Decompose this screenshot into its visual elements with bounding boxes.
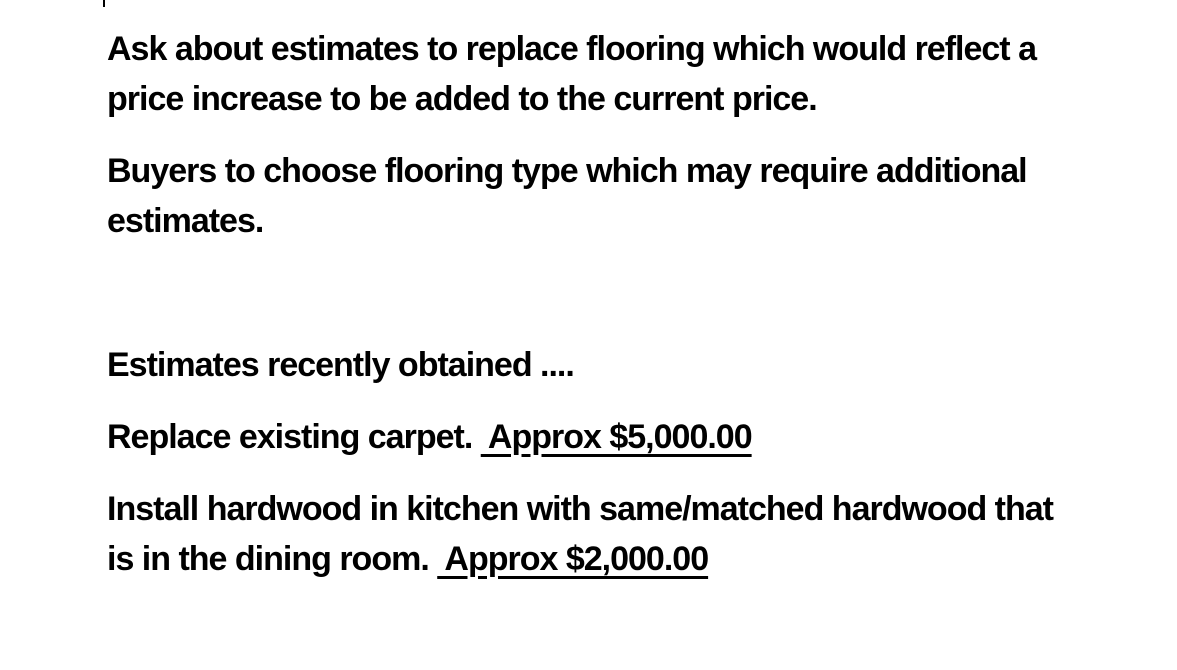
text-segment: Replace existing carpet. bbox=[107, 418, 481, 456]
text-line bbox=[107, 534, 1137, 584]
text-line bbox=[107, 412, 1137, 462]
text-line: price increase to be added to the current price. bbox=[107, 80, 817, 118]
document-page bbox=[107, 24, 1137, 606]
paragraph-buyers-choose-flooring bbox=[107, 146, 1137, 246]
text-line: estimates. bbox=[107, 202, 264, 240]
text-segment: is in the dining room. bbox=[107, 540, 438, 578]
underlined-price-2000: Approx $2,000.00 bbox=[437, 540, 709, 578]
stray-mark bbox=[103, 0, 105, 7]
paragraph-replace-carpet bbox=[107, 412, 1137, 462]
paragraph-ask-about-estimates bbox=[107, 24, 1137, 124]
blank-line bbox=[107, 268, 1137, 340]
paragraph-estimates-obtained bbox=[107, 340, 1137, 390]
text-line: Install hardwood in kitchen with same/matched hardwood that bbox=[107, 490, 1054, 528]
text-line: Buyers to choose flooring type which may require additional bbox=[107, 152, 1027, 190]
text-line: Ask about estimates to replace flooring which would reflect a bbox=[107, 30, 1036, 68]
underlined-price-5000: Approx $5,000.00 bbox=[480, 418, 752, 456]
paragraph-install-hardwood bbox=[107, 484, 1137, 584]
text-line: Estimates recently obtained .... bbox=[107, 346, 574, 384]
